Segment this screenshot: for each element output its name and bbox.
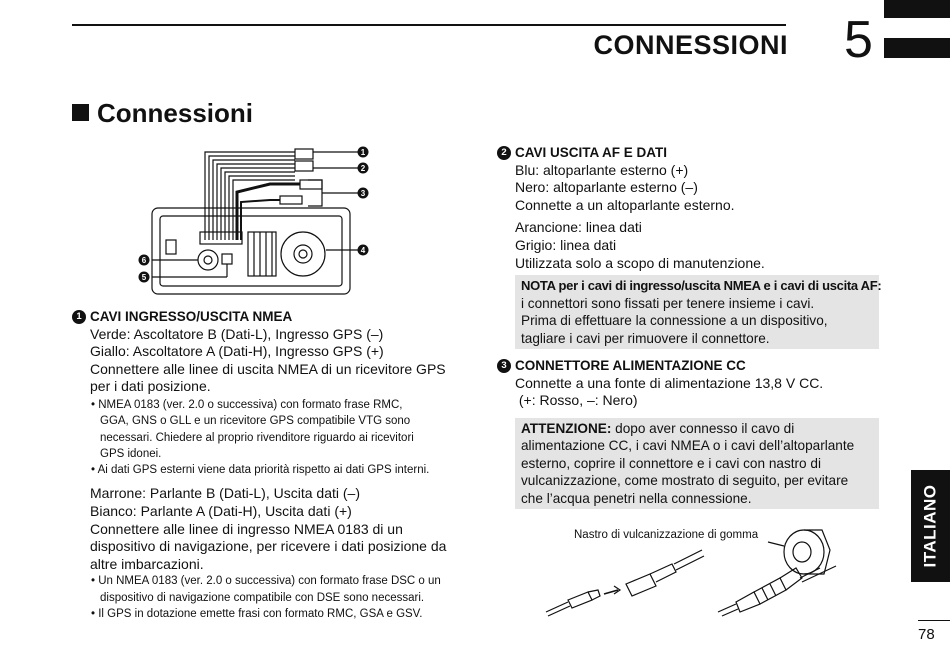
warning-label: ATTENZIONE: — [521, 420, 612, 436]
text-line: dispositivo di navigazione, per ricevere i dati posizione da — [90, 538, 447, 555]
warning-line: alimentazione CC, i cavi NMEA o i cavi dell’altoparlante — [521, 438, 855, 454]
note-box — [515, 275, 882, 349]
text-line: Utilizzata solo a scopo di manutenzione. — [515, 254, 765, 271]
nmea-lines — [72, 326, 472, 396]
bullet-line: • Ai dati GPS esterni viene data priorità rispetto ai dati GPS interni. — [91, 464, 430, 477]
text-line: Connettere alle linee di ingresso NMEA 0183 di un — [90, 520, 403, 537]
chapter-number: 5 — [844, 11, 873, 69]
text-line: Connette a un altoparlante esterno. — [515, 196, 735, 213]
page-number: 78 — [918, 626, 935, 643]
warning-box — [515, 418, 879, 510]
warning-line: dopo aver connesso il cavo di — [611, 420, 795, 436]
text-line: Connette a una fonte di alimentazione 13,8 V CC. — [515, 374, 824, 391]
text-line: Nero: altoparlante esterno (–) — [515, 179, 698, 196]
bullet-line: GPS idonei. — [100, 447, 162, 460]
bullet-line: • Un NMEA 0183 (ver. 2.0 o successiva) con formato frase DSC o un — [91, 575, 441, 588]
callout-5: 5 — [141, 273, 147, 282]
text-line: Blu: altoparlante esterno (+) — [515, 161, 689, 178]
nmea-bullets-2 — [72, 573, 472, 622]
callout-3: 3 — [360, 189, 366, 198]
note-title: NOTA per i cavi di ingresso/uscita NMEA e i cavi di uscita AF: — [521, 278, 882, 294]
language-tab-text: ITALIANO — [920, 484, 940, 568]
dc-lines — [497, 375, 887, 410]
header-rule — [72, 24, 786, 26]
section-title — [72, 98, 253, 129]
text-line: (+: Rosso, –: Nero) — [515, 392, 638, 409]
text-line: Verde: Ascoltatore B (Dati-L), Ingresso GPS (–) — [90, 325, 384, 342]
text-line: per i dati posizione. — [90, 378, 211, 395]
note-line: Prima di effettuare la connessione a un dispositivo, — [521, 313, 828, 329]
callout-2: 2 — [360, 164, 366, 173]
af-heading — [497, 144, 887, 162]
number-badge: 1 — [72, 310, 86, 324]
bullet-line: • Il GPS in dotazione emette frasi con formato RMC, GSA e GSV. — [91, 608, 423, 621]
dc-heading-text: CONNETTORE ALIMENTAZIONE CC — [515, 358, 746, 374]
text-line: Connettere alle linee di uscita NMEA di un ricevitore GPS — [90, 360, 446, 377]
bullet-line: GGA, GNS o GLL e un ricevitore GPS compatibile VTG sono — [100, 415, 411, 428]
callout-6: 6 — [141, 256, 147, 265]
note-line: tagliare i cavi per rimuovere il connettore. — [521, 330, 770, 346]
bullet-line: • NMEA 0183 (ver. 2.0 o successiva) con formato frase RMC, — [91, 398, 403, 411]
number-badge: 2 — [497, 146, 511, 160]
text-line: altre imbarcazioni. — [90, 555, 204, 572]
warning-line: vulcanizzazione, come mostrato di seguito, per evitare — [521, 473, 849, 489]
page-number-rule — [918, 620, 950, 621]
language-tab-label — [911, 470, 950, 582]
chapter-title: CONNESSIONI — [593, 30, 788, 60]
tape-illustration — [540, 520, 840, 620]
note-line: i connettori sono fissati per tenere insieme i cavi. — [521, 295, 815, 311]
radio-connection-diagram — [130, 140, 380, 300]
chapter-bar-bottom — [884, 38, 950, 58]
af-heading-text: CAVI USCITA AF E DATI — [515, 145, 667, 160]
nmea-heading — [72, 308, 472, 326]
section-title-text: Connessioni — [97, 98, 254, 128]
bullet-line: dispositivo di navigazione compatibile con DSE sono necessari. — [100, 591, 425, 604]
section-af-data — [497, 144, 887, 509]
tape-label: Nastro di vulcanizzazione di gomma — [574, 529, 759, 541]
text-line: Bianco: Parlante A (Dati-H), Uscita dati (+) — [90, 503, 352, 520]
chapter-bar-top — [884, 0, 950, 18]
af-lines — [497, 162, 887, 215]
nmea-bullets — [72, 397, 472, 478]
nmea-heading-text: CAVI INGRESSO/USCITA NMEA — [90, 309, 293, 324]
warning-line: esterno, coprire il connettore e i cavi con nastro di — [521, 455, 821, 471]
callout-1: 1 — [360, 148, 366, 157]
warning-line: che l’acqua penetri nella connessione. — [521, 490, 752, 506]
text-line: Marrone: Parlante B (Dati-L), Uscita dati (–) — [90, 485, 360, 502]
nmea-lines-2 — [72, 485, 472, 573]
text-line: Giallo: Ascoltatore A (Dati-H), Ingresso GPS (+) — [90, 343, 384, 360]
af-lines-2 — [497, 219, 887, 272]
callout-4: 4 — [360, 246, 366, 255]
text-line: Grigio: linea dati — [515, 236, 617, 253]
text-line: Arancione: linea dati — [515, 219, 642, 236]
dc-heading — [497, 357, 887, 375]
square-bullet-icon — [72, 104, 89, 121]
number-badge: 3 — [497, 359, 511, 373]
bullet-line: necessari. Chiedere al proprio rivenditore riguardo ai ricevitori — [100, 431, 414, 444]
section-nmea — [72, 308, 472, 622]
